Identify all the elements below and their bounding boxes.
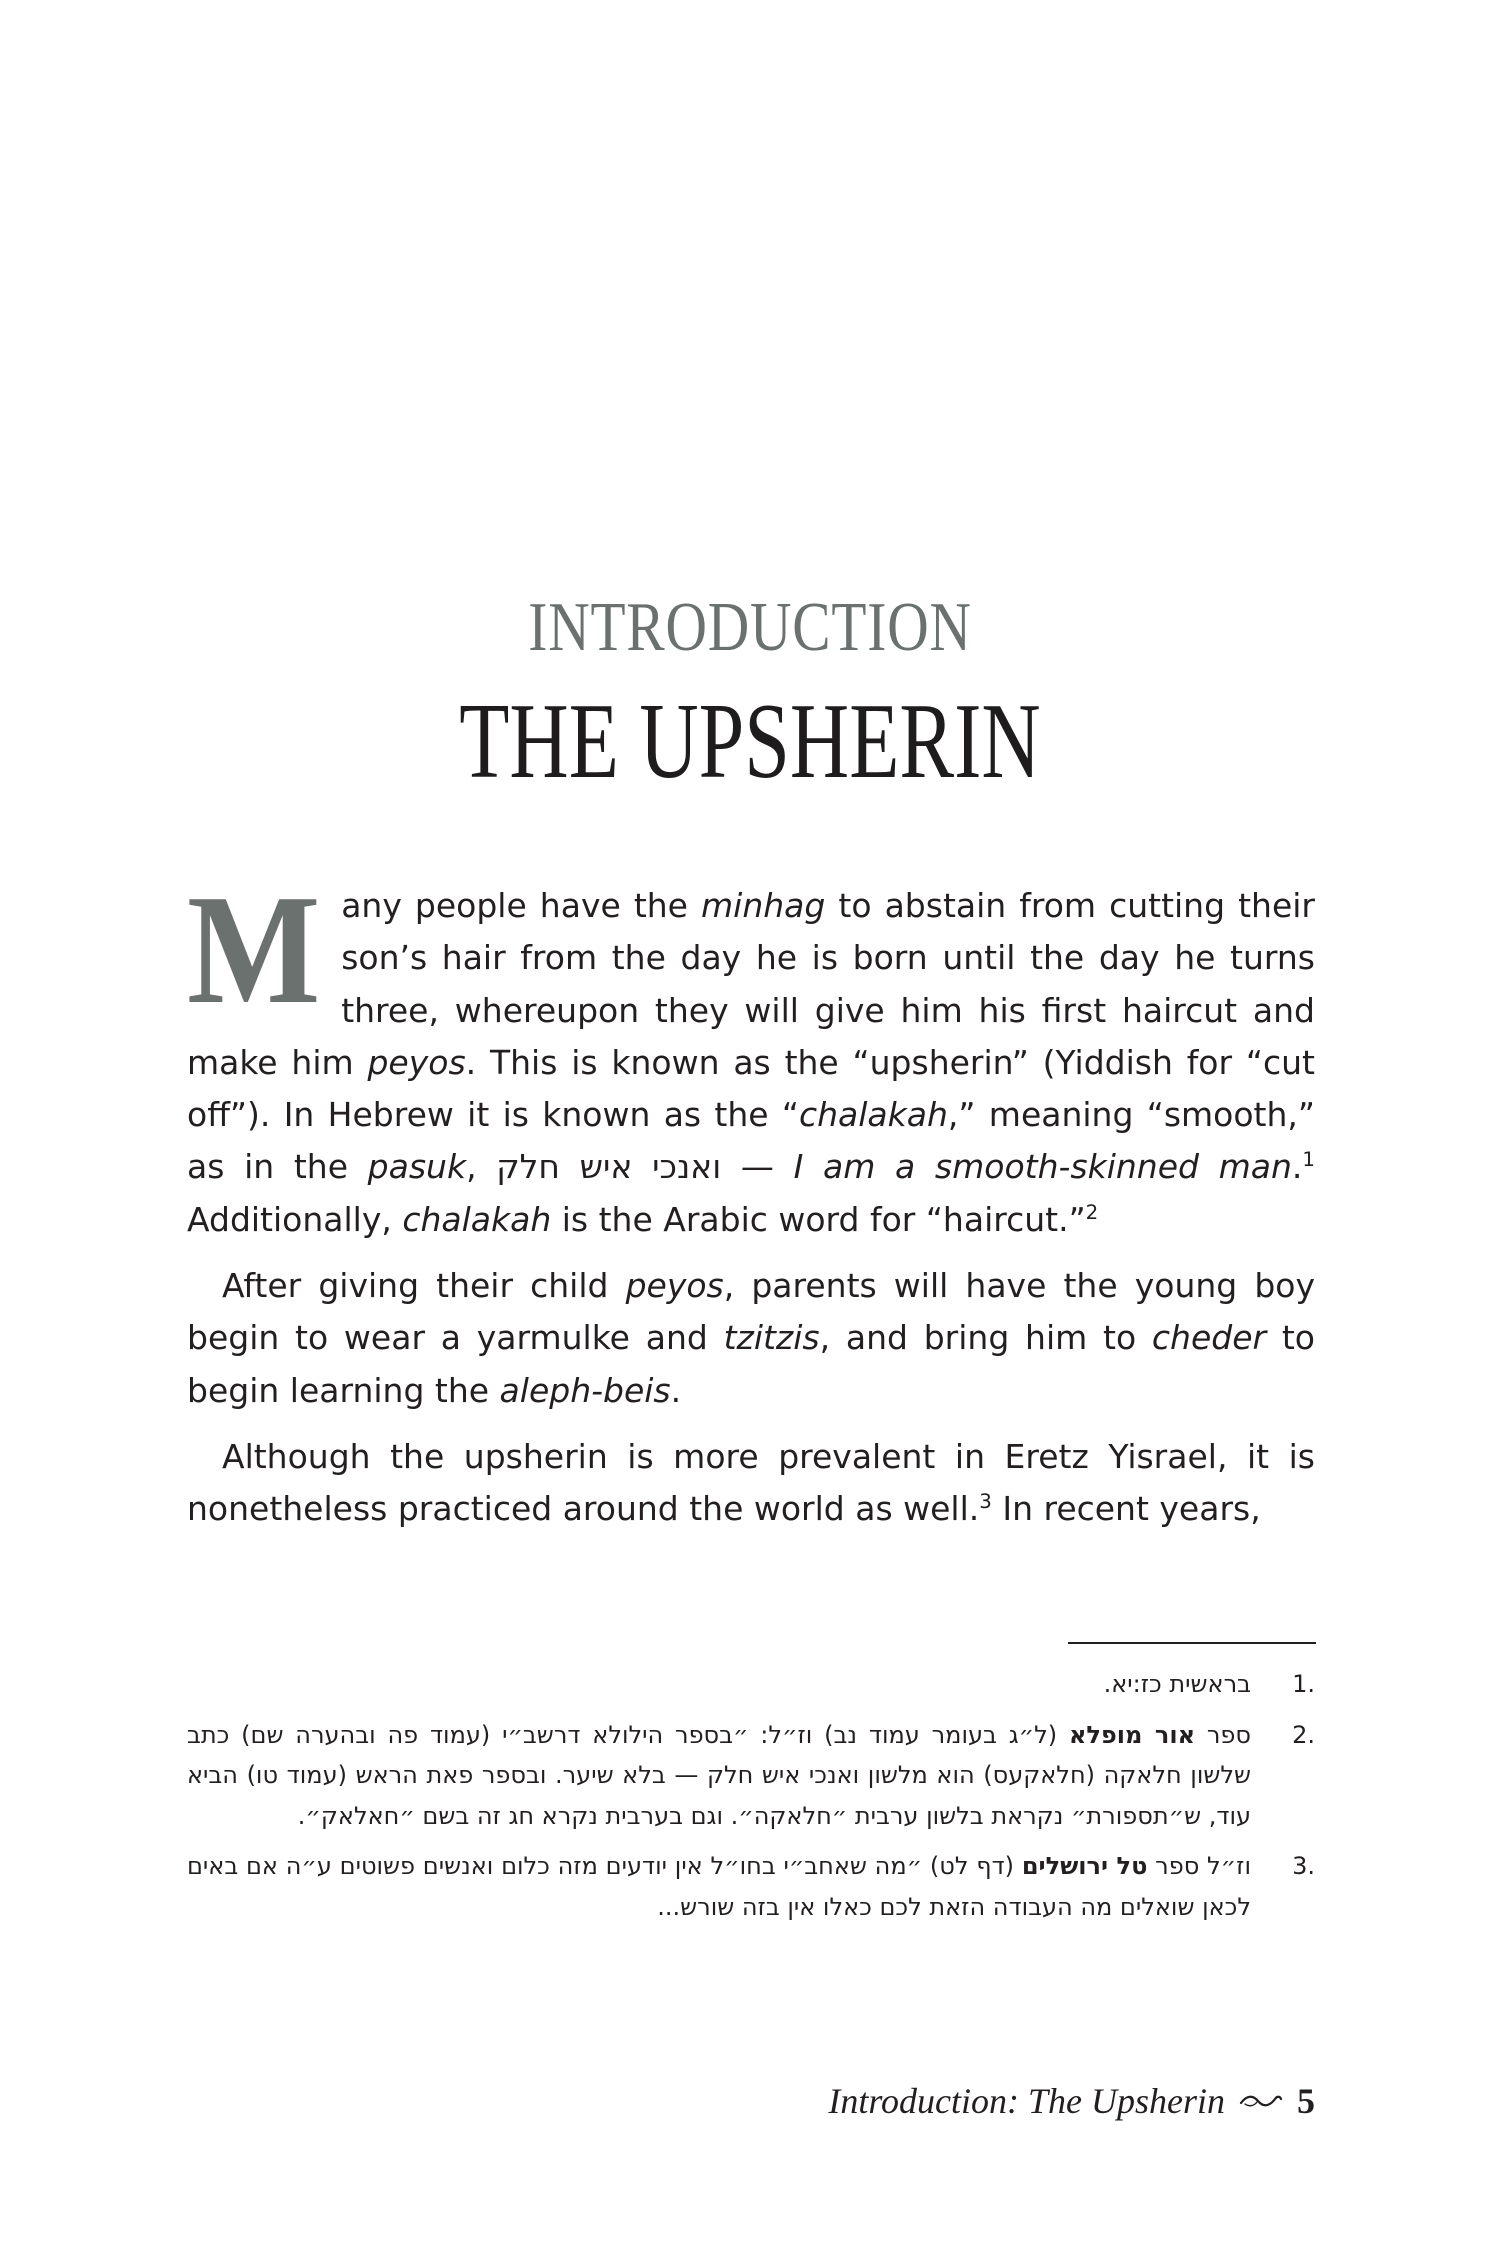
book-title: אור מופלא	[1068, 1720, 1196, 1749]
footnote-divider	[1068, 1642, 1316, 1644]
running-footer	[828, 2080, 1315, 2122]
footnote-text: ספר אור מופלא (ל״ג בעומר עמוד נב) וז״ל: ״בספר הילולא דרשב״י (עמוד פה ובהערה שם) כתב שלשון חלאקה (חלאקעס) הוא מלשון ואנכי איש חלק — בלא שיער. ובספר פאת הראש (עמוד טו) הביא עוד, ש״תספורת״ נקראת בלשון ערבית ״חלאקה״. וגם בערבית נקרא חג זה בשם ״חאלאק״.	[187, 1720, 1251, 1830]
footnote-number: 3.	[1292, 1852, 1315, 1880]
chapter-label: INTRODUCTION	[528, 589, 972, 666]
footnote-ref-1[interactable]: 1	[1302, 1148, 1316, 1172]
footnote-2	[187, 1715, 1315, 1837]
footnote-1	[187, 1664, 1315, 1705]
paragraph-2: After giving their child peyos, parents will have the young boy begin to wear a yarmulke and tzitzis, and bring him to cheder to begin learning the aleph-beis.	[187, 1266, 1315, 1410]
book-title: טל ירושלים	[1021, 1852, 1148, 1880]
footnote-number: 2.	[1292, 1720, 1315, 1749]
page-number: 5	[1297, 2081, 1315, 2121]
footnote-text: וז״ל ספר טל ירושלים (דף לט) ״מה שאחב״י בחו״ל אין יודעים מזה כלום ואנשים פשוטים ע״ה אם באים לכאן שואלים מה העבודה הזאת לכם כאלו אין בזה שורש...	[187, 1852, 1251, 1921]
footnote-ref-3[interactable]: 3	[979, 1490, 992, 1514]
footnote-number: 1.	[1292, 1670, 1315, 1698]
hebrew-phrase: ואנכי איש חלק	[496, 1147, 722, 1187]
footnote-ref-2[interactable]: 2	[1085, 1200, 1099, 1224]
running-footer-title: Introduction: The Upsherin	[828, 2081, 1225, 2121]
body-text	[187, 862, 1316, 1550]
drop-cap: M	[187, 862, 321, 1036]
footnote-3	[187, 1846, 1315, 1927]
footnotes	[187, 1664, 1315, 1937]
chapter-title: THE UPSHERIN	[459, 682, 1041, 801]
paragraph-1: Many people have the minhag to abstain from cutting their son’s hair from the day he is born until the day he turns three, whereupon they will give him his first haircut and make him peyos. This is known as the “upsherin” (Yiddish for “cut off”). In Hebrew it is known as the “chalakah,” meaning “smooth,” as in the pasuk, ואנכי איש חלק — I am a smooth-skinned man.$^1$ Additionally, chalakah is the Arabic word for “haircut.”$^2$	[187, 862, 1316, 1239]
footnote-text: בראשית כז:יא.	[1103, 1670, 1251, 1698]
paragraph-3: Although the upsherin is more prevalent in Eretz Yisrael, it is nonetheless practiced around the world as well.$^3$ In recent years,	[187, 1436, 1315, 1529]
swash-ornament-icon	[1239, 2092, 1283, 2110]
